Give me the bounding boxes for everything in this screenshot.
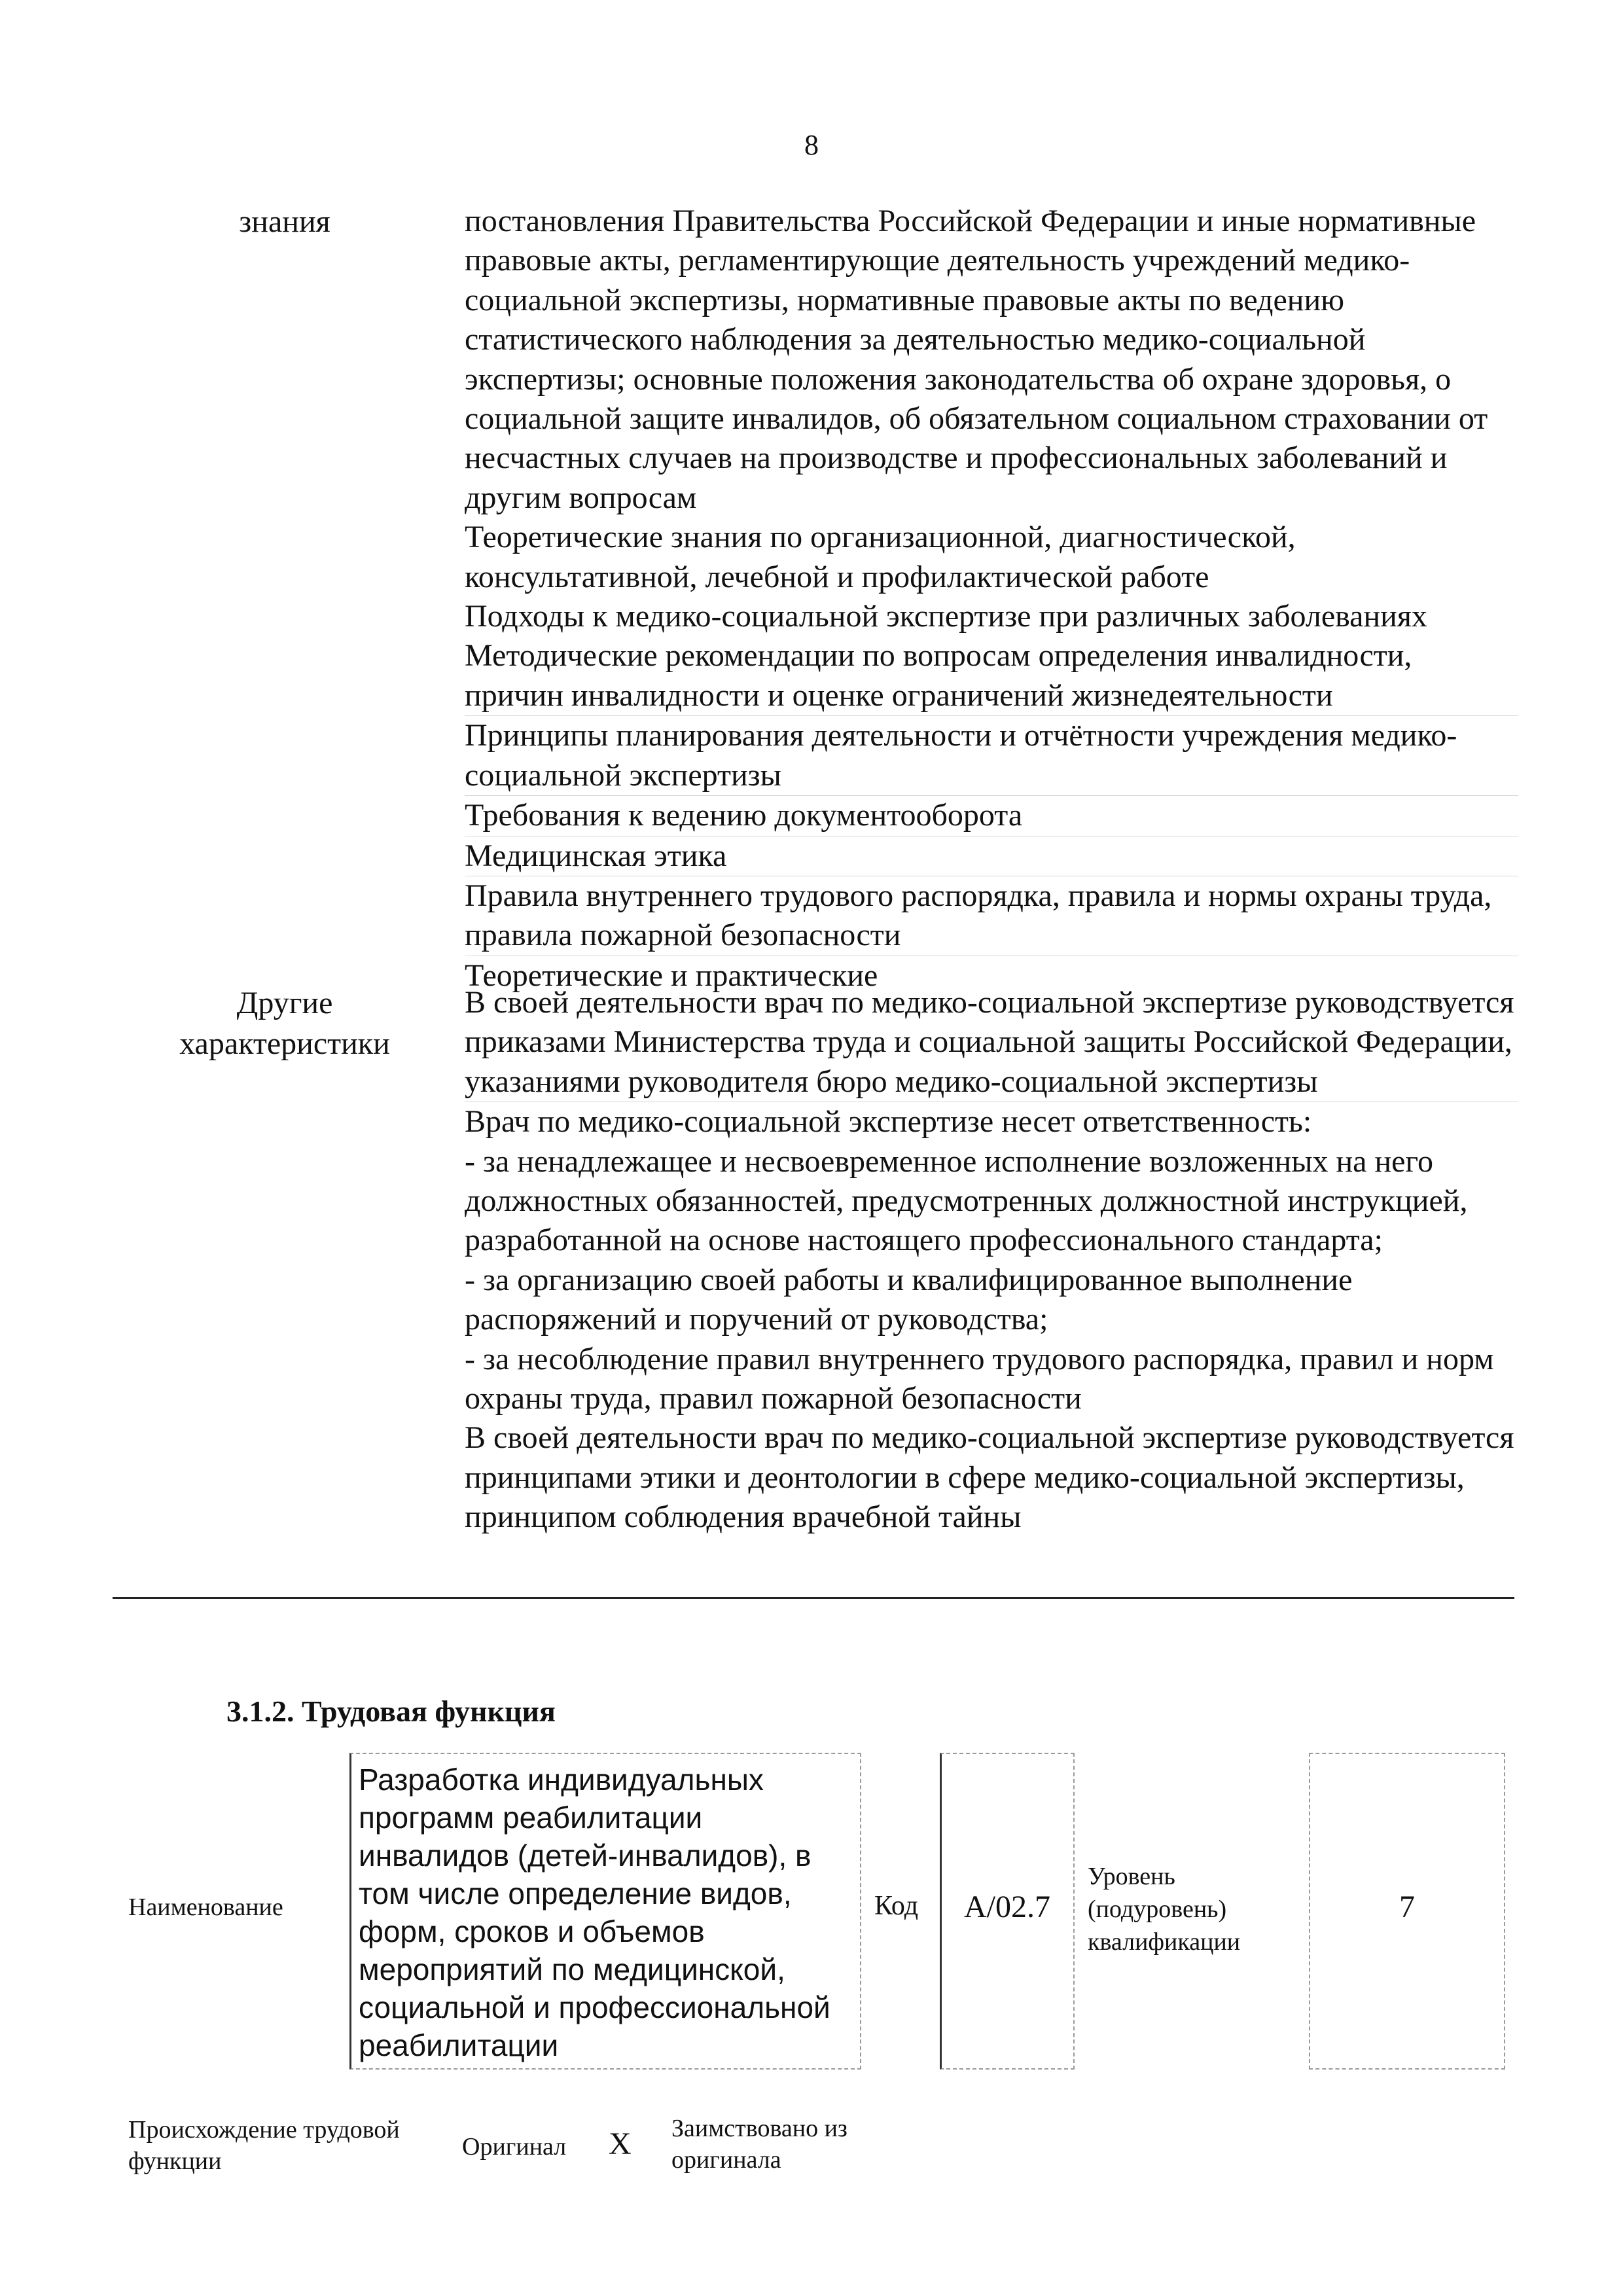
knowledge-paragraph: Правила внутреннего трудового распорядка, правила и нормы охраны труда, правила пожарной безопасности (465, 876, 1518, 956)
page-number: 8 (804, 129, 819, 161)
other-paragraph: - за несоблюдение правил внутреннего трудового распорядка, правил и норм охраны труда, правил пожарной безопасности (465, 1341, 1494, 1416)
knowledge-paragraph: Требования к ведению документооборота (465, 796, 1518, 836)
knowledge-paragraph: постановления Правительства Российской Федерации и иные нормативные правовые акты, регламентирующие деятельность учреждений медико-социальной экспертизы, нормативные правовые акты по ведению статистического наблюдения за деятельностью медико-социальной экспертизы; основные положения законодательства об охране здоровья, о социальной защите инвалидов, об обязательном социальном страховании от несчастных случаев на производстве и профессиональных заболеваний и другим вопросам (465, 204, 1488, 515)
knowledge-paragraph: Методические рекомендации по вопросам определения инвалидности, причин инвалидности и оценке ограничений жизнедеятельности (465, 636, 1518, 716)
other-paragraph: Врач по медико-социальной экспертизе несет ответственность: (465, 1104, 1312, 1139)
original-label: Оригинал (462, 2133, 567, 2161)
borrowed-label: Заимствовано из оригинала (671, 2115, 847, 2174)
name-value: Разработка индивидуальных программ реабилитации инвалидов (детей-инвалидов), в том числе определение видов, форм, сроков и объемов мероприятий по медицинской, социальной и профессиональной реабилитации (359, 1763, 830, 2062)
origin-label: Происхождение трудовой функции (128, 2116, 400, 2175)
table-bottom-border (113, 1597, 1514, 1599)
knowledge-paragraph: Медицинская этика (465, 836, 1518, 876)
other-paragraph: - за ненадлежащее и несвоевременное исполнение возложенных на него должностных обязанностей, предусмотренных должностной инструкцией, разработанной на основе настоящего профессионального стандарта; (465, 1143, 1468, 1258)
knowledge-paragraph: Принципы планирования деятельности и отчётности учреждения медико-социальной экспертизы (465, 716, 1518, 796)
level-value: 7 (1399, 1890, 1415, 1924)
knowledge-paragraph: Подходы к медико-социальной экспертизе при различных заболеваниях (465, 599, 1427, 634)
other-label-line: характеристики (179, 1026, 390, 1061)
other-label-line: Другие (236, 986, 333, 1020)
other-characteristics-content (465, 983, 1518, 1537)
level-label: Уровень (подуровень) квалификации (1088, 1863, 1241, 1956)
other-paragraph: В своей деятельности врач по медико-социальной экспертизе руководствуется приказами Министерства труда и социальной защиты Российской Федерации, указаниями руководителя бюро медико-социальной экспертизы (465, 983, 1518, 1102)
knowledge-content (465, 202, 1518, 996)
original-mark: X (609, 2126, 632, 2161)
code-value: A/02.7 (964, 1890, 1050, 1924)
section-heading: 3.1.2. Трудовая функция (226, 1695, 556, 1728)
knowledge-label: знания (239, 204, 330, 239)
code-label: Код (874, 1891, 919, 1921)
knowledge-paragraph: Теоретические знания по организационной, диагностической, консультативной, лечебной и профилактической работе (465, 520, 1296, 594)
knowledge-paragraph: Теоретические и практические (465, 958, 878, 993)
other-paragraph: В своей деятельности врач по медико-социальной экспертизе руководствуется принципами этики и деонтологии в сфере медико-социальной экспертизы, принципом соблюдения врачебной тайны (465, 1420, 1514, 1535)
name-label: Наименование (128, 1893, 283, 1921)
other-characteristics-label (164, 983, 406, 1064)
other-paragraph: - за организацию своей работы и квалифицированное выполнение распоряжений и поручений от руководства; (465, 1262, 1353, 1337)
